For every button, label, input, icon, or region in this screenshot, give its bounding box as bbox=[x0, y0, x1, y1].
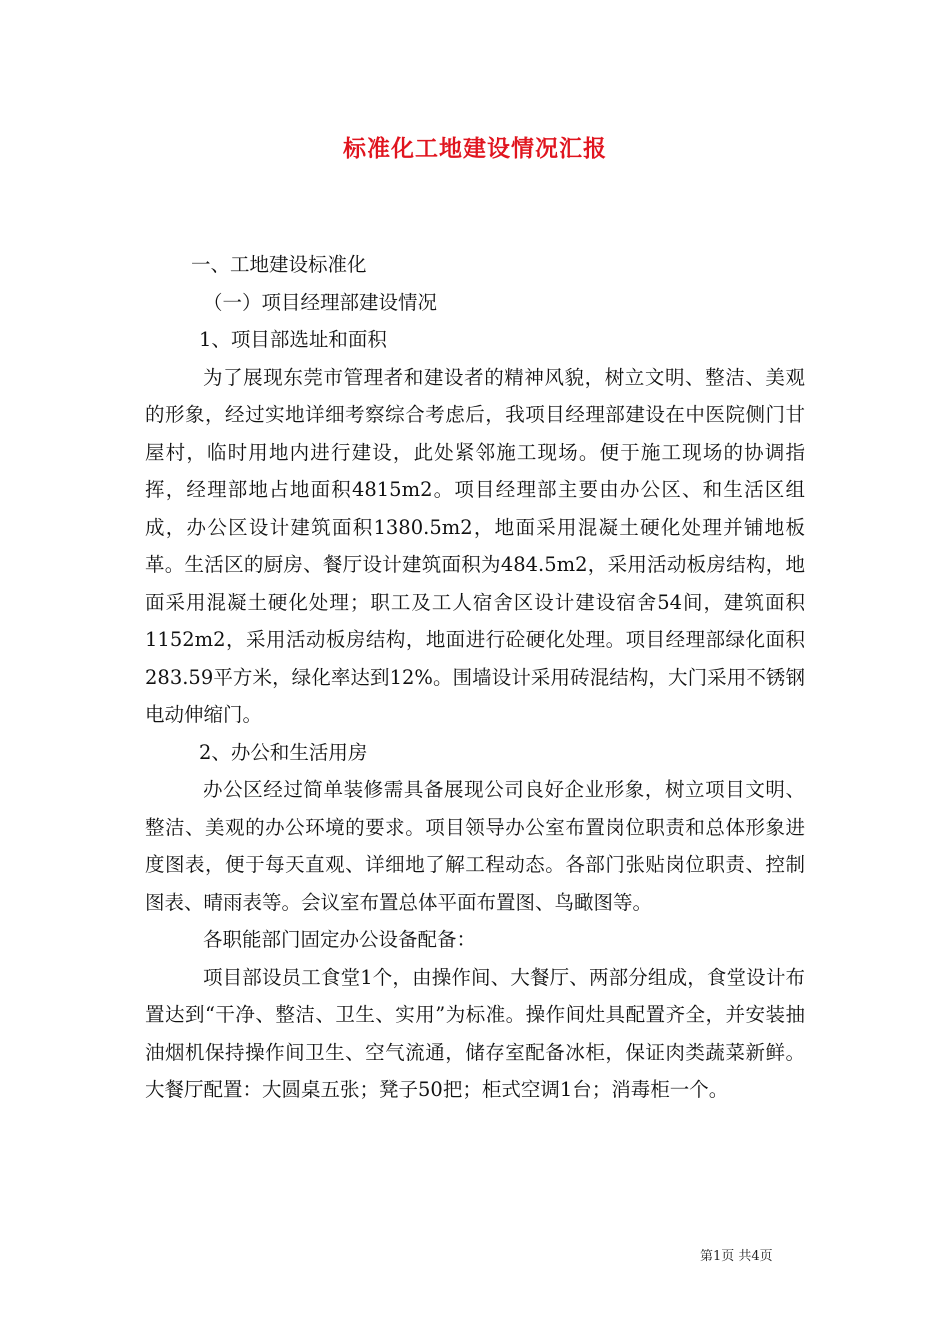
subsection-heading: （一）项目经理部建设情况 bbox=[203, 290, 438, 314]
document-body bbox=[145, 246, 805, 1109]
document-title: 标准化工地建设情况汇报 bbox=[343, 135, 607, 162]
paragraph-site-area: 为了展现东莞市管理者和建设者的精神风貌，树立文明、整洁、美观的形象，经过实地详细考察综合考虑后，我项目经理部建设在中医院侧门甘屋村，临时用地内进行建设，此处紧邻施工现场。便于施工现场的协调指挥，经理部地占地面积4815m2。项目经理部主要由办公区、和生活区组成，办公区设计建筑面积1380.5m2，地面采用混凝土硬化处理并铺地板革。生活区的厨房、餐厅设计建筑面积为484.5m2，采用活动板房结构，地面采用混凝土硬化处理；职工及工人宿舍区设计建设宿舍54间，建筑面积1152m2，采用活动板房结构，地面进行砼硬化处理。项目经理部绿化面积283.59平方米，绿化率达到12%。围墙设计采用砖混结构，大门采用不锈钢电动伸缩门。 bbox=[145, 365, 805, 726]
paragraph-office: 办公区经过简单装修需具备展现公司良好企业形象，树立项目文明、整洁、美观的办公环境的要求。项目领导办公室布置岗位职责和总体形象进度图表，便于每天直观、详细地了解工程动态。各部门张贴岗位职责、控制图表、晴雨表等。会议室布置总体平面布置图、鸟瞰图等。 bbox=[145, 778, 805, 914]
item-heading-housing: 2、办公和生活用房 bbox=[199, 740, 368, 764]
page-number: 第1页 共4页 bbox=[700, 1249, 773, 1264]
section-heading: 一、工地建设标准化 bbox=[191, 253, 367, 276]
item-heading-site: 1、项目部选址和面积 bbox=[199, 328, 387, 351]
paragraph-canteen: 项目部设员工食堂1个，由操作间、大餐厅、两部分组成，食堂设计布置达到“干净、整洁、卫生、实用”为标准。操作间灶具配置齐全，并安装抽油烟机保持操作间卫生、空气流通，储存室配备冰柜，保证肉类蔬菜新鲜。大餐厅配置：大圆桌五张；凳子50把；柜式空调1台；消毒柜一个。 bbox=[145, 965, 805, 1101]
paragraph-equipment-heading: 各职能部门固定办公设备配备： bbox=[203, 928, 477, 951]
